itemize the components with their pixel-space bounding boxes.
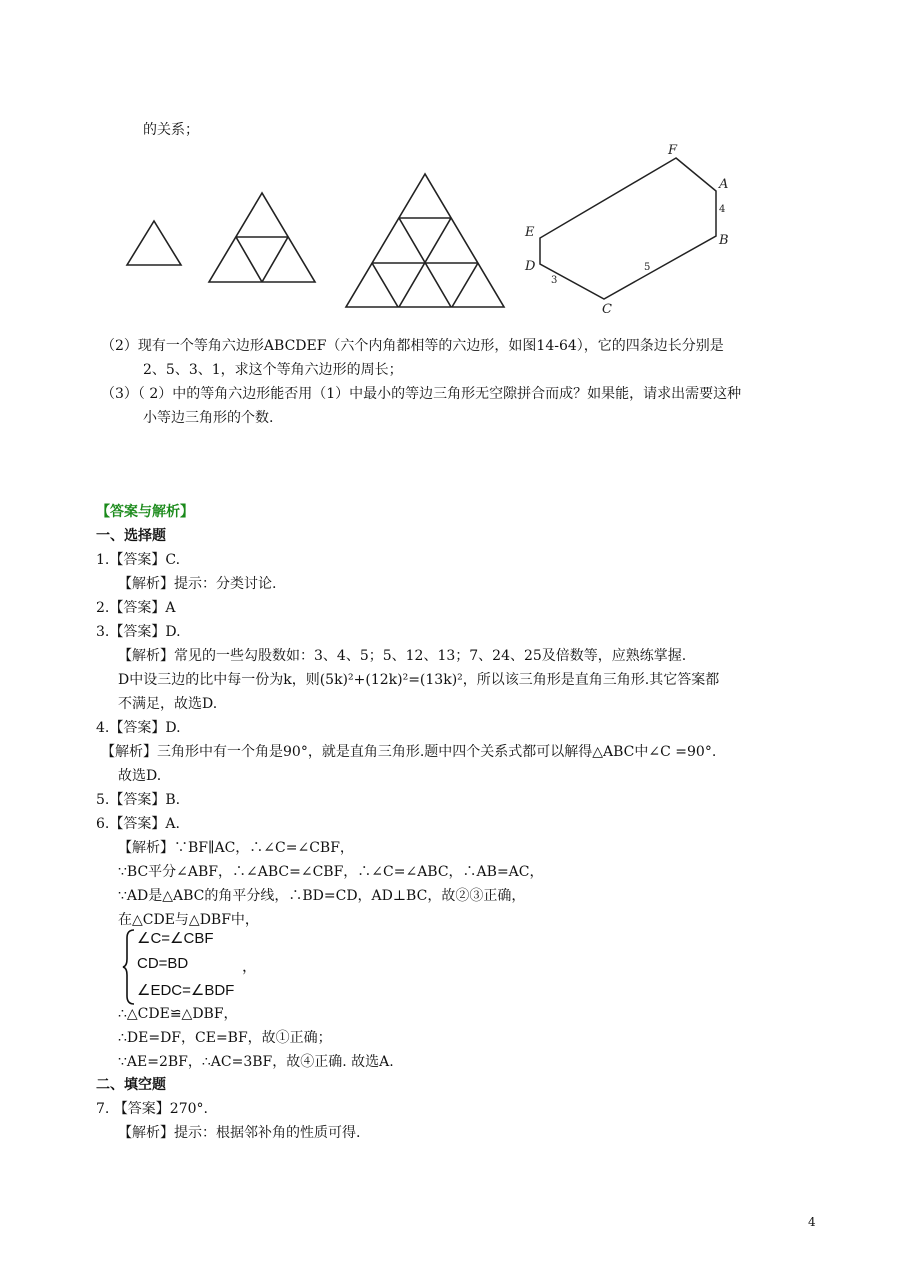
answer-line: 5.【答案】B. bbox=[96, 792, 181, 808]
answer-line: 1.【答案】C. bbox=[96, 552, 181, 568]
hexagon-abcdef bbox=[540, 158, 716, 299]
brace-condition: ∠C=∠CBF bbox=[137, 930, 214, 947]
answer-line: 7. 【答案】270°. bbox=[96, 1101, 208, 1117]
hex-label-E: E bbox=[525, 225, 535, 240]
medium-triangle bbox=[209, 193, 315, 282]
hex-side-label-5: 5 bbox=[644, 262, 651, 273]
large-triangle bbox=[346, 174, 504, 307]
answer-line: ∵AE=2BF，∴AC=3BF，故④正确. 故选A. bbox=[118, 1054, 394, 1070]
brace-condition: CD=BD bbox=[137, 955, 189, 972]
section-title-choice: 一、选择题 bbox=[96, 528, 166, 544]
answer-line: 【解析】常见的一些勾股数如：3、4、5；5、12、13；7、24、25及倍数等，应熟练掌握. bbox=[118, 648, 687, 664]
hex-label-D: D bbox=[525, 259, 536, 274]
brace-comma: ， bbox=[242, 958, 258, 975]
text-line: 的关系； bbox=[143, 122, 199, 138]
hex-label-F: F bbox=[668, 143, 678, 158]
section-title-fill: 二、填空题 bbox=[96, 1077, 166, 1093]
hex-side-label-4: 4 bbox=[719, 204, 726, 215]
answer-line: ∵AD是△ABC的角平分线，∴BD=CD，AD⊥BC，故②③正确， bbox=[118, 888, 526, 904]
question-2-line-2: 2、5、3、1，求这个等角六边形的周长； bbox=[143, 362, 403, 378]
hex-label-C: C bbox=[602, 302, 612, 317]
left-brace-icon bbox=[122, 928, 136, 1006]
question-3-line-1: （3）（ 2）中的等角六边形能否用（1）中最小的等边三角形无空隙拼合而成？如果能，请求出需要这种 bbox=[101, 386, 742, 402]
answer-line: 3.【答案】D. bbox=[96, 624, 181, 640]
answer-line: 不满足，故选D. bbox=[118, 696, 218, 712]
hex-label-A: A bbox=[719, 177, 729, 192]
page-number: 4 bbox=[808, 1215, 816, 1229]
brace-condition: ∠EDC=∠BDF bbox=[137, 982, 235, 999]
question-3-line-2: 小等边三角形的个数. bbox=[143, 410, 274, 426]
answer-line: 4.【答案】D. bbox=[96, 720, 181, 736]
answers-header: 【答案与解析】 bbox=[96, 504, 194, 520]
answer-line: 故选D. bbox=[118, 768, 162, 784]
answer-line: D中设三边的比中每一份为k，则(5k)²+(12k)²=(13k)²，所以该三角形是直角三角形.其它答案都 bbox=[118, 672, 720, 688]
answer-line: ∵BC平分∠ABF，∴∠ABC=∠CBF，∴∠C=∠ABC，∴AB=AC， bbox=[118, 864, 544, 880]
hex-side-label-3: 3 bbox=[551, 275, 558, 286]
small-triangle bbox=[127, 221, 181, 265]
answer-line: 在△CDE与△DBF中， bbox=[118, 912, 259, 928]
hex-label-B: B bbox=[719, 233, 729, 248]
answer-line: 2.【答案】A bbox=[96, 600, 176, 616]
answer-line: ∴△CDE≌△DBF， bbox=[118, 1006, 238, 1022]
answer-line: ∴DE=DF，CE=BF，故①正确； bbox=[118, 1030, 332, 1046]
question-2-line-1: （2）现有一个等角六边形ABCDEF（六个内角都相等的六边形，如图14-64），它的四条边长分别是 bbox=[101, 338, 724, 354]
answer-line: 【解析】∵BF∥AC，∴∠C=∠CBF， bbox=[118, 840, 354, 856]
answer-line: 【解析】提示：分类讨论. bbox=[118, 576, 277, 592]
answer-line: 【解析】提示：根据邻补角的性质可得. bbox=[118, 1125, 361, 1141]
figure-triangles-and-hexagon bbox=[0, 0, 909, 340]
answer-line: 6.【答案】A. bbox=[96, 816, 180, 832]
answer-line: 【解析】三角形中有一个角是90°，就是直角三角形.题中四个关系式都可以解得△ABC中∠C =90°. bbox=[101, 744, 717, 760]
